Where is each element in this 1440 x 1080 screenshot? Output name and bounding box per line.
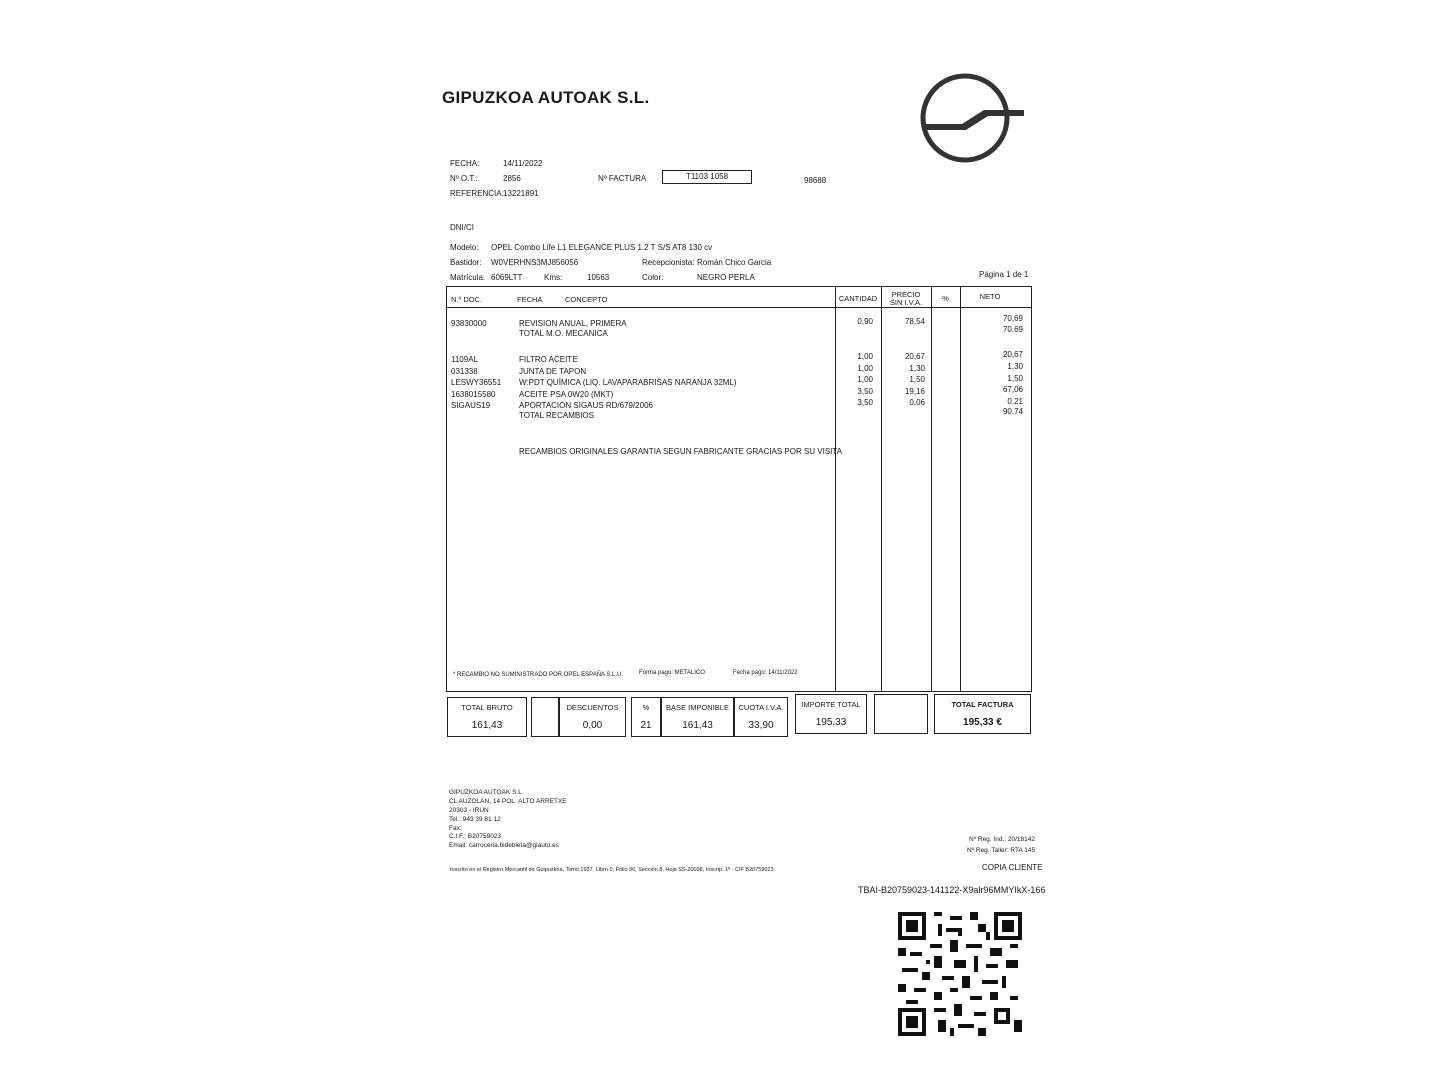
pct-box (631, 697, 661, 737)
ot-value: 2856 (503, 174, 521, 183)
copia-cliente: COPIA CLIENTE (982, 863, 1043, 872)
header-pct: % (942, 294, 949, 303)
column-divider (881, 287, 882, 691)
row-neto: 1,30 (1007, 362, 1023, 371)
items-table (446, 286, 1032, 692)
column-divider (835, 287, 836, 691)
row-concepto: APORTACION SIGAUS RD/679/2006 (519, 401, 653, 410)
row-cantidad: 3,50 (857, 387, 873, 396)
header-precio-sin-iva: SIN I.V.A. (889, 298, 923, 307)
row-concepto: FILTRO ACEITE (519, 355, 578, 364)
fecha-label: FECHA: (450, 159, 480, 168)
referencia-label: REFERENCIA: (450, 189, 504, 198)
footer-reg-ind: Nº Reg. Ind.: 20/18142 (969, 836, 1035, 843)
color-value: NEGRO PERLA (697, 273, 755, 282)
total-bruto-label: TOTAL BRUTO (461, 703, 513, 712)
base-imponible-value: 161,43 (682, 720, 713, 731)
footer-company: GIPUZKOA AUTOAK S.L. (449, 789, 524, 796)
row-cantidad: 1,00 (857, 352, 873, 361)
row-concepto: REVISION ANUAL, PRIMERA (519, 319, 627, 328)
importe-total-value: 195,33 (815, 717, 847, 728)
total-bruto-value: 161,43 (471, 720, 503, 731)
row-neto: 67,06 (1002, 385, 1023, 394)
total-factura-box (934, 694, 1031, 734)
header-fecha: FECHA (517, 295, 543, 304)
footer-city: 20303 - IRUN (449, 807, 489, 814)
header-precio: PRECIO (891, 290, 921, 299)
header-concepto: CONCEPTO (565, 295, 608, 304)
matricula-value: 6069LTT (491, 273, 523, 282)
fecha-pago: Fecha pago: 14/11/2022 (733, 670, 798, 676)
footer-email: Email: carroceria.bidebieta@glauto.es (449, 842, 559, 849)
total-bruto-box (447, 697, 527, 737)
footer-tel: Tel.: 943 39 81 12 (449, 816, 501, 823)
footer-fax: Fax: (449, 825, 462, 832)
row-precio: 19,16 (904, 387, 925, 396)
total-factura-label: TOTAL FACTURA (951, 700, 1014, 709)
row-neto: 90,74 (1002, 407, 1023, 416)
registro-mercantil: Inscrito en el Registro Mercantil de Guipuzkoa, Tomo 1937, Libro 0, Folio 96, Sección 8, Hoja SS-20098, Inscrip. 1ª - CIF B20759023 (450, 867, 774, 873)
empty-box (874, 694, 928, 734)
row-precio: 0,06 (909, 398, 925, 407)
row-cantidad: 1,00 (857, 375, 873, 384)
fecha-value: 14/11/2022 (503, 159, 543, 168)
bastidor-value: W0VERHNS3MJ856056 (491, 258, 579, 267)
base-imponible-label: BASE IMPONIBLE (666, 703, 729, 712)
row-doc: 1638015580 (451, 390, 496, 399)
color-label: Color: (642, 273, 664, 282)
column-divider (931, 287, 932, 691)
qr-code-icon (898, 912, 1022, 1036)
forma-pago: Forma pago: METALICO (639, 670, 705, 676)
table-note: RECAMBIOS ORIGINALES GARANTIA SEGUN FABRICANTE GRACIAS POR SU VISITA (519, 447, 843, 456)
table-footnote: * RECAMBIO NO SUMINISTRADO POR OPEL ESPAÑA S.L.U. (453, 672, 624, 678)
recepcionista-value: Román Chico Garcia (697, 258, 772, 267)
company-name: GIPUZKOA AUTOAK S.L. (442, 88, 650, 107)
factura-number-box: T1103 1058 (662, 170, 752, 184)
footer-cif: C.I.F.: B20759023 (449, 833, 502, 840)
row-doc: 1109AL (451, 355, 478, 364)
kms-value: 10563 (587, 273, 610, 282)
row-neto: 1,50 (1007, 374, 1023, 383)
dni-label: DNI/CI (450, 223, 474, 232)
footer-reg-taller: Nº Reg. Taller: RTA 145 (967, 847, 1036, 854)
row-neto: 0,21 (1007, 397, 1023, 406)
opel-logo-icon (918, 72, 1028, 164)
row-concepto: ACEITE PSA 0W20 (MKT) (519, 390, 614, 399)
row-doc: SIGAUS19 (451, 401, 491, 410)
row-cantidad: 0,90 (857, 317, 873, 326)
row-doc: LESWY36551 (451, 378, 502, 387)
base-imponible-box (661, 697, 734, 737)
empty-box (531, 697, 559, 737)
kms-label: Kms: (544, 273, 563, 282)
row-precio: 1,50 (909, 375, 925, 384)
header-neto: NETO (979, 292, 1001, 301)
row-neto: 20,67 (1002, 350, 1023, 359)
header-cantidad: CANTIDAD (838, 294, 878, 303)
matricula-label: Matrícula: (450, 273, 486, 282)
row-cantidad: 1,00 (857, 364, 873, 373)
modelo-label: Modelo: (450, 243, 479, 252)
column-divider (960, 287, 961, 691)
page-indicator: Página 1 de 1 (979, 270, 1029, 279)
tbai-code: TBAI-B20759023-141122-X9alr96MMYIkX-166 (858, 885, 1046, 895)
factura-label: Nº FACTURA (598, 174, 647, 183)
descuentos-label: DESCUENTOS (566, 703, 619, 712)
modelo-value: OPEL Combo Life L1 ELEGANCE PLUS 1.2 T S/S AT8 130 cv (491, 243, 713, 252)
row-precio: 1,30 (909, 364, 925, 373)
row-cantidad: 3,50 (857, 398, 873, 407)
row-concepto: JUNTA DE TAPON (519, 367, 587, 376)
cuota-iva-box (734, 697, 788, 737)
importe-total-box (795, 694, 867, 734)
pct-label: % (642, 703, 650, 712)
row-precio: 78,54 (904, 317, 925, 326)
row-doc: 031338 (451, 367, 478, 376)
cuota-iva-value: 33,90 (748, 720, 774, 731)
referencia-value: 13221891 (503, 189, 539, 198)
row-neto: 70,69 (1002, 325, 1023, 334)
row-precio: 20,67 (904, 352, 925, 361)
descuentos-box (559, 697, 626, 737)
table-header-divider (447, 307, 1031, 308)
extra-number: 98688 (804, 176, 827, 185)
descuentos-value: 0,00 (582, 720, 603, 731)
footer-address: CL AUZOLAN, 14 POL. ALTO ARRETXE (449, 798, 567, 805)
bastidor-label: Bastidor: (450, 258, 482, 267)
cuota-iva-label: CUOTA I.V.A. (738, 703, 784, 712)
pct-value: 21 (640, 720, 652, 731)
header-doc: N.º DOC. (451, 295, 483, 304)
total-factura-value: 195,33 € (963, 717, 1002, 728)
row-doc: 93830000 (451, 319, 487, 328)
ot-label: Nº O.T.: (450, 174, 478, 183)
row-concepto: TOTAL M.O. MECANICA (519, 329, 608, 338)
recepcionista-label: Recepcionista: (642, 258, 695, 267)
importe-total-label: IMPORTE TOTAL (801, 700, 861, 709)
row-concepto: W:PDT QUÍMICA (LIQ. LAVAPARABRISAS NARANJA 32ML) (519, 378, 737, 387)
row-concepto: TOTAL RECAMBIOS (519, 411, 594, 420)
row-neto: 70,69 (1002, 314, 1023, 323)
